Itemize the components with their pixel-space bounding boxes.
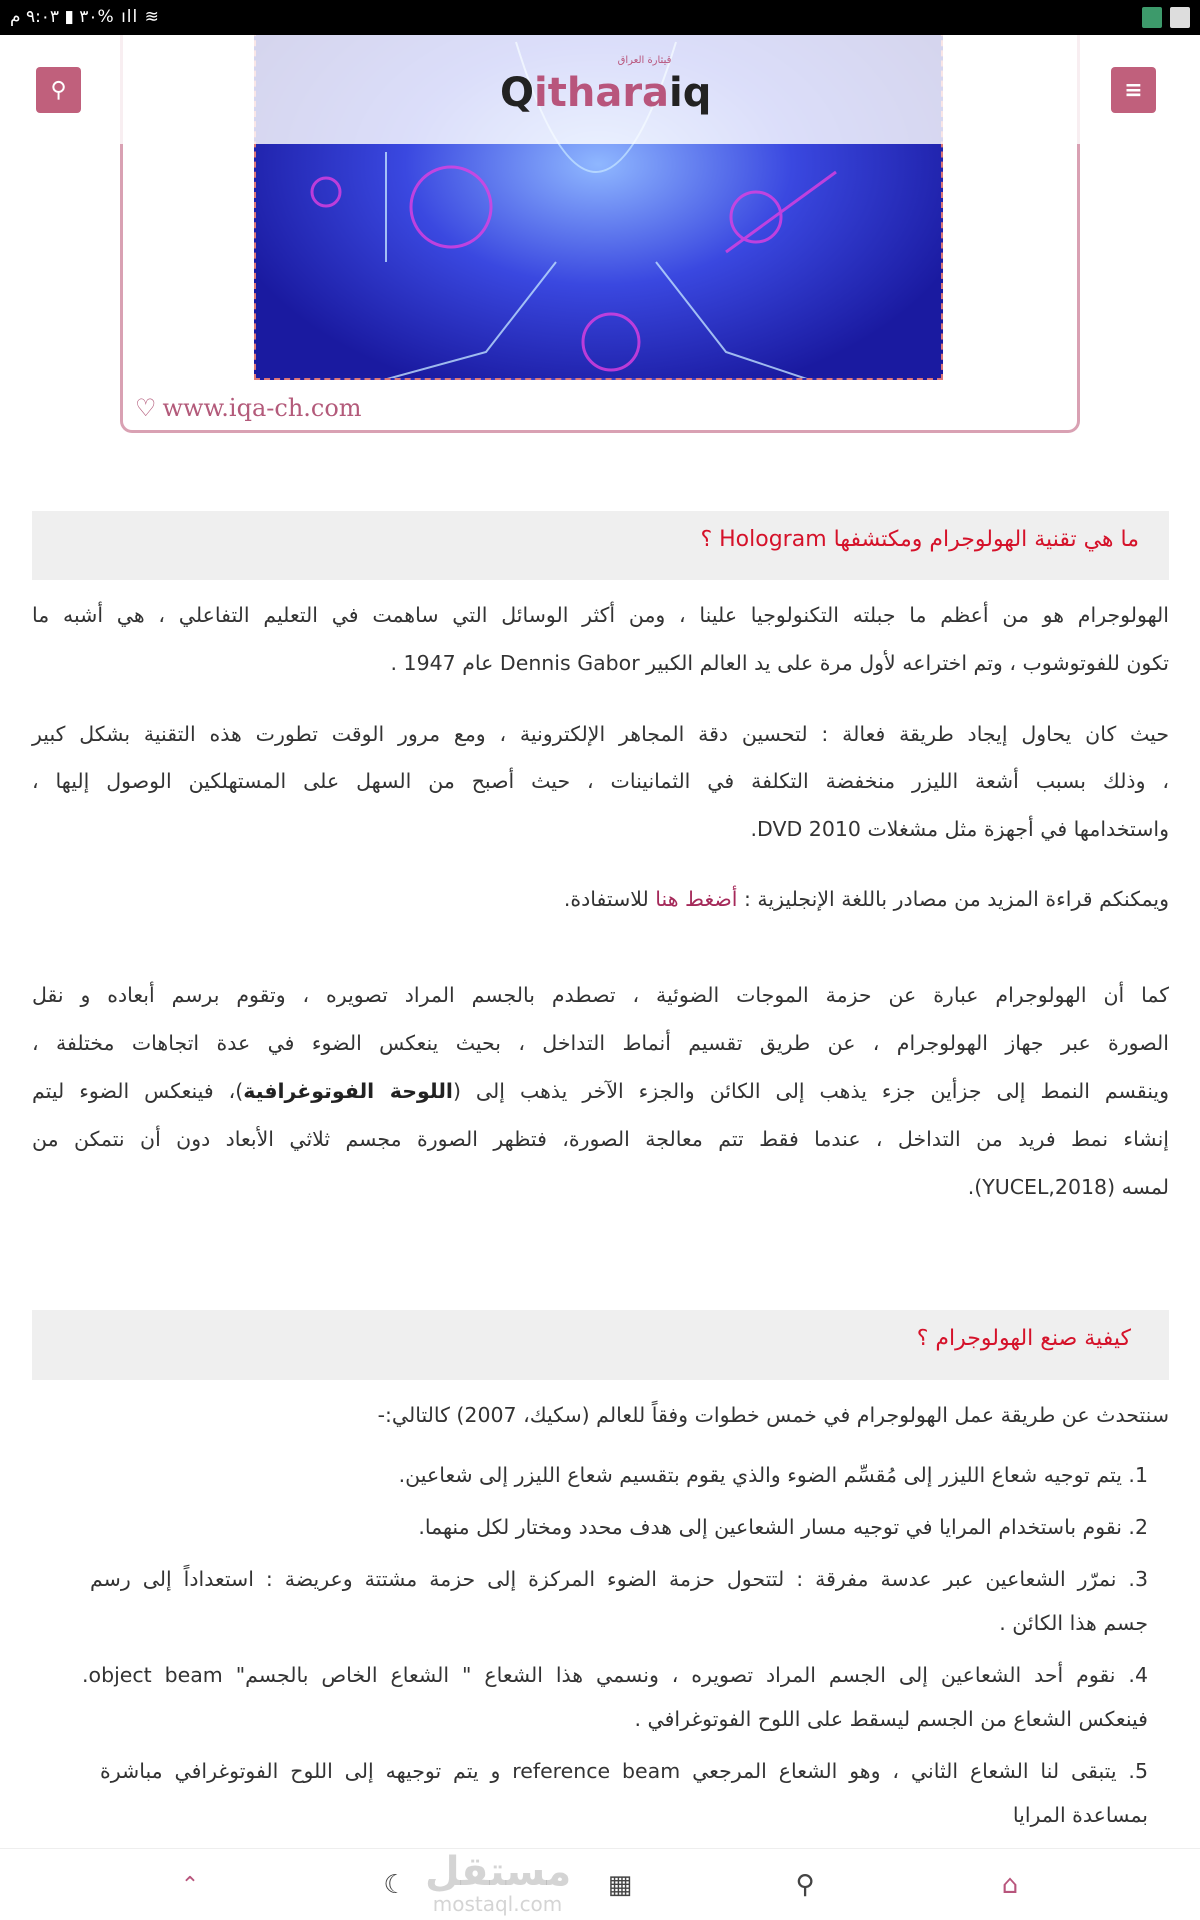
paragraph-line: سنتحدث عن طريقة عمل الهولوجرام في خمس خطوات وفقاً للعالم (سكيك، 2007) كالتالي:- — [377, 1403, 1169, 1427]
section-heading: ما هي تقنية الهولوجرام ومكتشفها Hologram ؟ — [700, 527, 1139, 552]
search-button[interactable] — [36, 67, 81, 113]
list-item: 3. نمرّر الشعاعين عبر عدسة مفرقة : لتتحول حزمة الضوء المركزة إلى حزمة مشتتة وعريضة : استعداداً إلى رسم — [90, 1567, 1148, 1591]
search-icon[interactable]: ⚲ — [795, 1870, 815, 1900]
scroll-top-icon[interactable]: ⌃ — [180, 1872, 200, 1898]
section-heading-box — [32, 511, 1169, 580]
mostaql-watermark: مستقل mostaql.com — [425, 1849, 572, 1916]
home-icon[interactable]: ⌂ — [1001, 1870, 1019, 1900]
notification-app-icon — [1142, 7, 1162, 28]
list-item-continued: بمساعدة المرايا — [1012, 1803, 1148, 1827]
wifi-icon: ≋ — [138, 7, 160, 27]
image-watermark: ♡ www.iqa-ch.com — [135, 394, 362, 422]
list-item: 4. نقوم أحد الشعاعين إلى الجسم المراد تصويره ، ونسمي هذا الشعاع " الشعاع الخاص بالجسم" object beam. — [82, 1663, 1148, 1687]
moon-icon[interactable]: ☾ — [383, 1870, 407, 1900]
paragraph-line: لمسه (YUCEL,2018). — [967, 1175, 1169, 1199]
search-icon: ⚲ — [50, 77, 67, 103]
bold-term: اللوحة الفوتوغرافية — [243, 1079, 453, 1103]
site-header — [0, 35, 1200, 144]
list-item-continued: جسم هذا الكائن . — [999, 1611, 1148, 1635]
hamburger-icon: ≡ — [1124, 77, 1143, 103]
paragraph-line: إنشاء نمط فريد من التداخل ، عندما فقط تتم معالجة الصورة، فتظهر الصورة مجسم ثلاثي الأبعاد دون أن نتمكن من — [32, 1127, 1169, 1151]
clock: ٩:٠٣ م — [10, 7, 60, 27]
list-item: 5. يتبقى لنا الشعاع الثاني ، وهو الشعاع المرجعي reference beam و يتم توجيهه إلى اللوح الفوتوغرافي مباشرة — [100, 1759, 1148, 1783]
bottom-nav — [0, 1848, 1200, 1920]
logo-arabic-text: قيثارة العراق — [617, 55, 672, 66]
paragraph-line: وينقسم النمط إلى جزأين جزء يذهب إلى الكائن والجزء الآخر يذهب إلى (اللوحة الفوتوغرافية)، فينعكس الضوء ليتم — [32, 1079, 1169, 1103]
gallery-icon — [1170, 7, 1190, 28]
section-heading: كيفية صنع الهولوجرام ؟ — [916, 1326, 1131, 1351]
status-left — [10, 7, 160, 27]
battery-icon: ▮ — [59, 7, 80, 27]
grid-icon[interactable]: ▦ — [607, 1870, 633, 1900]
battery-level: %٣٠ — [79, 7, 115, 27]
paragraph-line: تكون للفوتوشوب ، وتم اختراعه لأول مرة على يد العالم الكبير Dennis Gabor عام 1947 . — [390, 651, 1169, 675]
section-heading-box — [32, 1310, 1169, 1380]
paragraph-line: واستخدامها في أجهزة مثل مشغلات DVD 2010. — [750, 817, 1169, 841]
heart-logo-icon: ♡ — [135, 394, 157, 422]
list-item-continued: فينعكس الشعاع من الجسم ليسقط على اللوح الفوتوغرافي . — [634, 1707, 1148, 1731]
list-item: 2. نقوم باستخدام المرايا في توجيه مسار الشعاعين إلى هدف محدد ومختار لكل منهما. — [418, 1515, 1148, 1539]
signal-icon: ıll — [114, 7, 139, 27]
click-here-link[interactable]: أضغط هنا — [655, 887, 738, 911]
list-item: 1. يتم توجيه شعاع الليزر إلى مُقسِّم الضوء والذي يقوم بتقسيم شعاع الليزر إلى شعاعين. — [398, 1463, 1148, 1487]
paragraph-line: الهولوجرام هو من أعظم ما جبلته التكنولوجيا علينا ، ومن أكثر الوسائل التي ساهمت في التعليم التفاعلي ، هي أشبه ما — [32, 603, 1169, 627]
paragraph-line: كما أن الهولوجرام عبارة عن حزمة الموجات الضوئية ، تصطدم بالجسم المراد تصويره ، وتقوم برسم أبعاده و نقل — [32, 983, 1169, 1007]
paragraph-line: ، وذلك بسبب أشعة الليزر منخفضة التكلفة في الثمانينات ، حيث أصبح من السهل على المستهلكين الوصول إليها ، — [32, 769, 1169, 793]
read-more-line: ويمكنكم قراءة المزيد من مصادر باللغة الإنجليزية : أضغط هنا للاستفادة. — [563, 887, 1169, 911]
site-logo[interactable]: Q ithara iq قيثارة العراق — [500, 55, 712, 116]
status-bar — [0, 0, 1200, 35]
paragraph-line: حيث كان يحاول إيجاد طريقة فعالة : لتحسين دقة المجاهر الإلكترونية ، ومع مرور الوقت تطورت هذه التقنية بشكل كبير — [32, 722, 1169, 746]
paragraph-line: الصورة عبر جهاز الهولوجرام ، عن طريق تقسيم أنماط التداخل ، بحيث ينعكس الضوء في عدة اتجاهات مختلفة ، — [32, 1031, 1169, 1055]
menu-button[interactable] — [1111, 67, 1156, 113]
